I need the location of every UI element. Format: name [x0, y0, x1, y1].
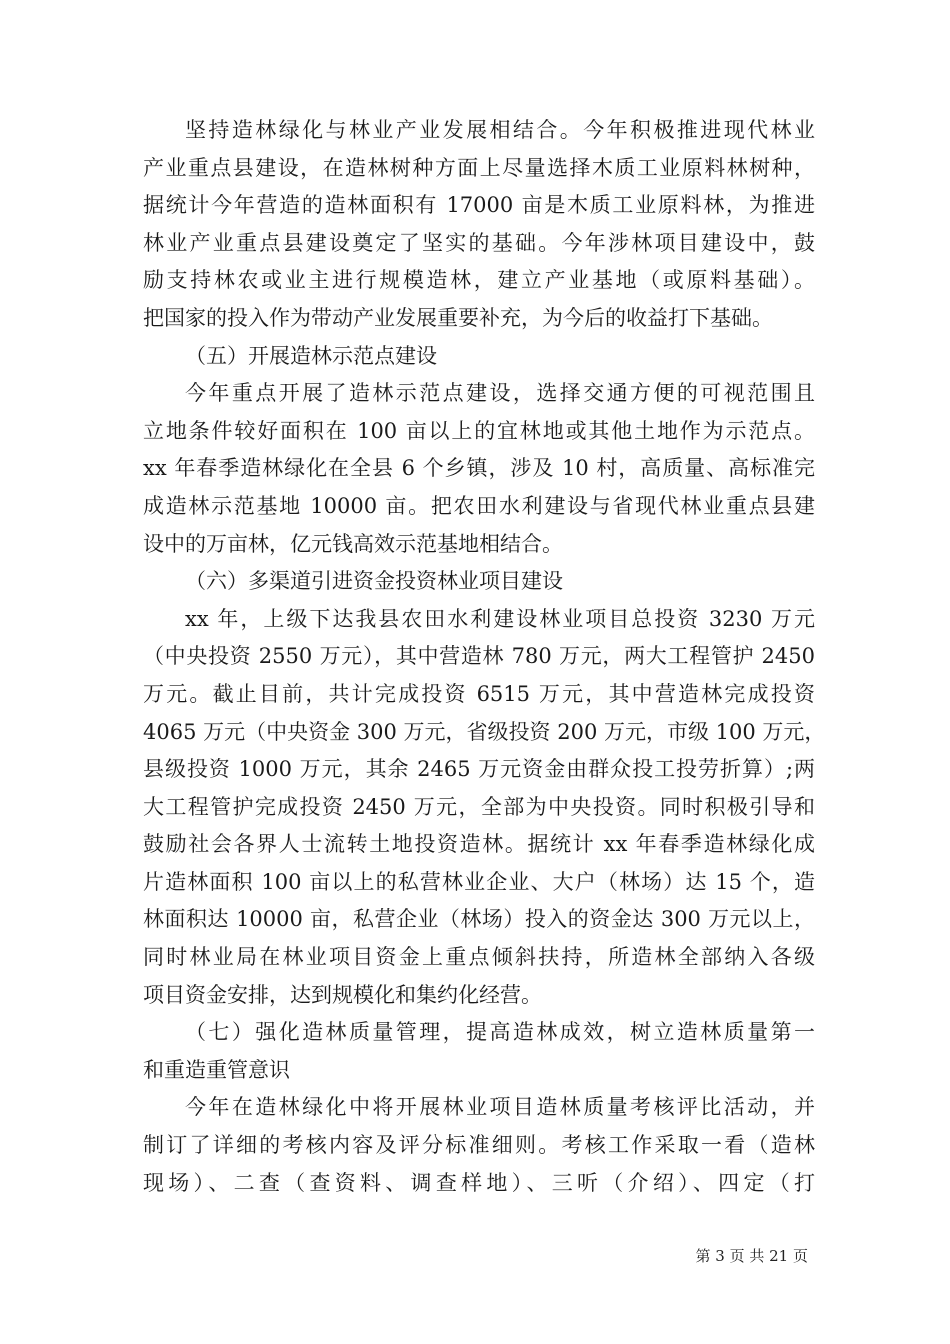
paragraph-line: 大工程管护完成投资 2450 万元，全部为中央投资。同时积极引导和 [143, 794, 815, 819]
paragraph-line: 据统计今年营造的造林面积有 17000 亩是木质工业原料林，为推进 [143, 193, 815, 218]
paragraph-line: 同时林业局在林业项目资金上重点倾斜扶持，所造林全部纳入各级 [143, 945, 815, 970]
paragraph-line: 设中的万亩林，亿元钱高效示范基地相结合。 [143, 531, 563, 556]
section-heading: （七）强化造林质量管理，提高造林成效，树立造林质量第一 [185, 1020, 815, 1045]
paragraph-line: xx 年春季造林绿化在全县 6 个乡镇，涉及 10 村，高质量、高标准完 [143, 456, 815, 481]
paragraph-line: 励支持林农或业主进行规模造林，建立产业基地（或原料基础）。 [143, 268, 815, 293]
paragraph-line: 成造林示范基地 10000 亩。把农田水利建设与省现代林业重点县建 [143, 493, 815, 518]
paragraph-line: 4065 万元（中央资金 300 万元，省级投资 200 万元，市级 100 万元， [143, 719, 826, 744]
paragraph-line: 制订了详细的考核内容及评分标准细则。考核工作采取一看（造林 [143, 1133, 815, 1158]
paragraph-line: 片造林面积 100 亩以上的私营林业企业、大户（林场）达 15 个，造 [143, 869, 815, 894]
paragraph-line: 坚持造林绿化与林业产业发展相结合。今年积极推进现代林业 [185, 118, 815, 142]
paragraph-line: 今年重点开展了造林示范点建设，选择交通方便的可视范围且 [185, 381, 815, 406]
paragraph-line: 林业产业重点县建设奠定了坚实的基础。今年涉林项目建设中，鼓 [143, 230, 815, 255]
paragraph-line: 林面积达 10000 亩，私营企业（林场）投入的资金达 300 万元以上， [143, 907, 815, 932]
document-body [143, 112, 826, 1202]
paragraph-line: 立地条件较好面积在 100 亩以上的宜林地或其他土地作为示范点。 [143, 418, 815, 443]
section-heading: （六）多渠道引进资金投资林业项目建设 [185, 569, 563, 594]
paragraph-line: （中央投资 2550 万元），其中营造林 780 万元，两大工程管护 2450 [143, 644, 815, 669]
paragraph-line: 鼓励社会各界人士流转土地投资造林。据统计 xx 年春季造林绿化成 [143, 832, 815, 857]
paragraph-line: 现场）、二查（查资料、调查样地）、三听（介绍）、四定（打 [143, 1170, 815, 1195]
section-heading: （五）开展造林示范点建设 [185, 343, 437, 368]
page-number: 第 3 页 共 21 页 [695, 1247, 808, 1265]
paragraph-line: 项目资金安排，达到规模化和集约化经营。 [143, 982, 542, 1007]
paragraph-line: 县级投资 1000 万元，其余 2465 万元资金由群众投工投劳折算）;两 [143, 757, 815, 782]
paragraph-line: xx 年，上级下达我县农田水利建设林业项目总投资 3230 万元 [185, 606, 815, 631]
paragraph-line: 万元。截止目前，共计完成投资 6515 万元，其中营造林完成投资 [143, 681, 815, 706]
section-heading: 和重造重管意识 [143, 1057, 290, 1082]
paragraph-line: 今年在造林绿化中将开展林业项目造林质量考核评比活动，并 [185, 1095, 815, 1120]
paragraph-line: 产业重点县建设，在造林树种方面上尽量选择木质工业原料林树种， [143, 155, 815, 180]
paragraph-line: 把国家的投入作为带动产业发展重要补充，为今后的收益打下基础。 [143, 305, 773, 330]
